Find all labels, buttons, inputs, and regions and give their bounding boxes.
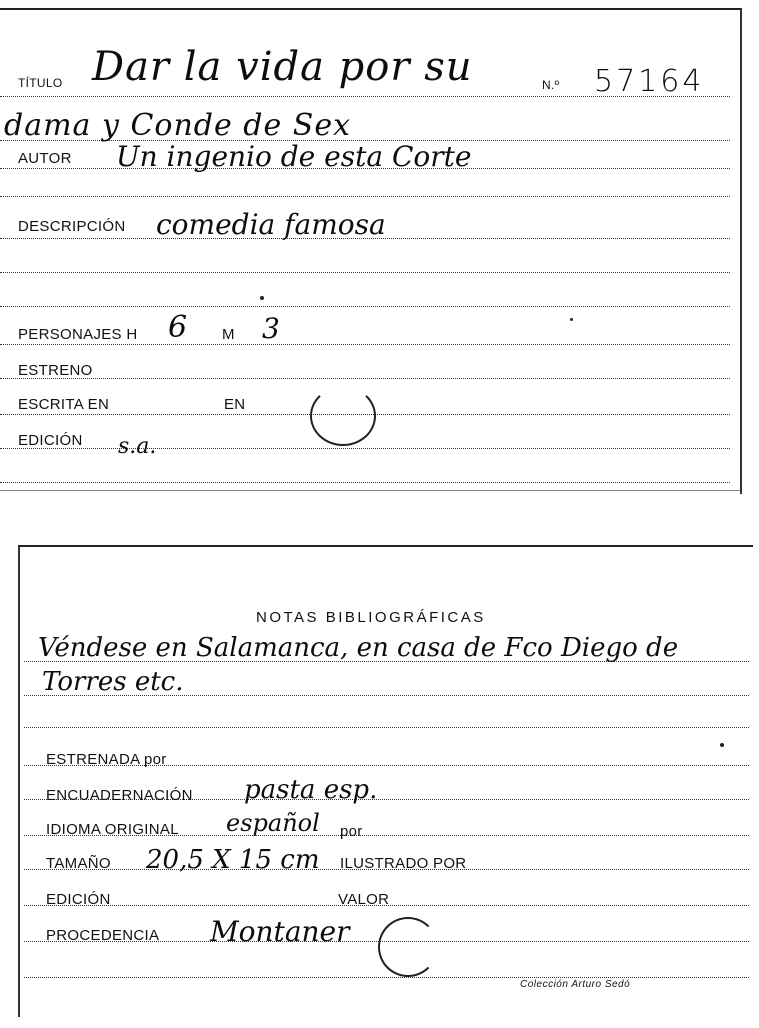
idioma-value: español xyxy=(226,809,320,837)
rule-line xyxy=(0,482,730,483)
rule-line xyxy=(0,272,730,273)
en-label: EN xyxy=(224,396,246,413)
personajes-h-value: 6 xyxy=(168,310,188,345)
numero-label: N.º xyxy=(542,78,560,92)
numero-value: 57164 xyxy=(594,64,705,99)
ink-mark xyxy=(720,743,724,747)
autor-value: Un ingenio de esta Corte xyxy=(116,140,472,173)
catalog-card-bottom xyxy=(18,545,753,1017)
estrenada-label: ESTRENADA por xyxy=(46,751,167,768)
notas-line-2: Torres etc. xyxy=(42,667,184,697)
notas-line-1: Véndese en Salamanca, en casa de Fco Diego de xyxy=(38,633,679,663)
valor-label: VALOR xyxy=(338,891,390,908)
procedencia-label: PROCEDENCIA xyxy=(46,927,160,944)
estreno-label: ESTRENO xyxy=(18,362,93,379)
notas-title: NOTAS BIBLIOGRÁFICAS xyxy=(256,609,486,626)
procedencia-value: Montaner xyxy=(210,915,350,948)
escrita-label: ESCRITA EN xyxy=(18,396,110,413)
idioma-por-label: por xyxy=(340,823,363,840)
rule-line xyxy=(0,378,730,379)
circular-stamp xyxy=(310,386,376,446)
encuadernacion-value: pasta esp. xyxy=(244,775,378,805)
edicion-value: s.a. xyxy=(118,434,157,459)
rule-line xyxy=(24,977,749,978)
edicion-label: EDICIÓN xyxy=(46,891,111,908)
personajes-m-value: 3 xyxy=(262,312,280,345)
catalog-card-top xyxy=(0,8,742,494)
rule-line xyxy=(0,196,730,197)
rule-line xyxy=(0,306,730,307)
rule-line xyxy=(24,727,749,728)
rule-line xyxy=(0,344,730,345)
collection-credit: Colección Arturo Sedó xyxy=(520,979,631,990)
descripcion-value: comedia famosa xyxy=(156,208,386,241)
personajes-m-label: M xyxy=(222,326,235,343)
ink-mark xyxy=(570,318,573,321)
titulo-label: TÍTULO xyxy=(18,76,63,90)
ilustrado-label: ILUSTRADO POR xyxy=(340,855,467,872)
autor-label: AUTOR xyxy=(18,150,72,167)
idioma-label: IDIOMA ORIGINAL xyxy=(46,821,179,838)
titulo-value: Dar la vida por su xyxy=(92,44,473,90)
rule-line xyxy=(0,448,730,449)
tamano-label: TAMAÑO xyxy=(46,855,111,872)
edicion-label: EDICIÓN xyxy=(18,432,83,449)
personajes-label: PERSONAJES H xyxy=(18,326,138,343)
circular-stamp xyxy=(378,917,438,977)
tamano-value: 20,5 X 15 cm xyxy=(146,845,320,875)
descripcion-label: DESCRIPCIÓN xyxy=(18,218,126,235)
encuadernacion-label: ENCUADERNACIÓN xyxy=(46,787,193,804)
ink-mark xyxy=(260,296,264,300)
card-separator xyxy=(0,490,740,491)
titulo-value-continued: dama y Conde de Sex xyxy=(4,108,351,143)
